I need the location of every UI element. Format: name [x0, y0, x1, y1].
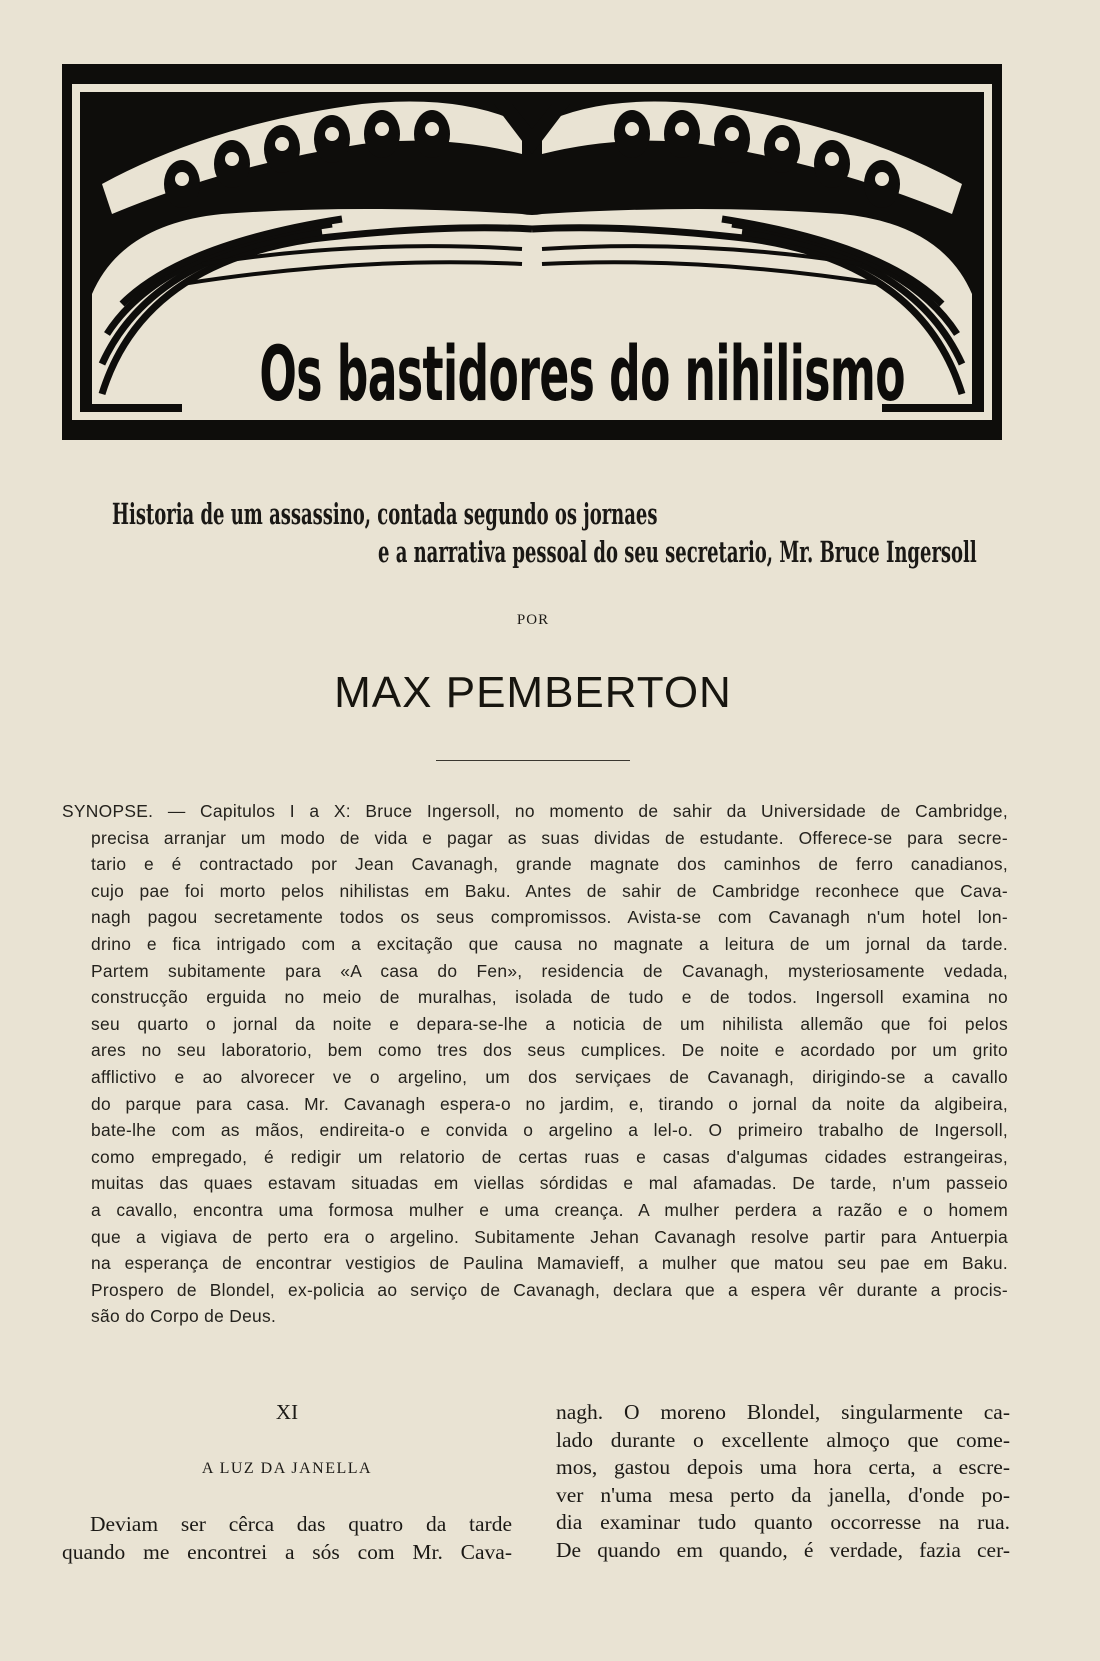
- divider-rule: [436, 760, 630, 761]
- body-line: dia examinar tudo quanto occorresse na rua.: [556, 1510, 1010, 1535]
- right-column-text: [556, 1399, 1010, 1565]
- synopsis-line: bate-lhe com as mãos, endireita-o e convida o argelino a lel-o. O primeiro trabalho de Ingersoll,: [91, 1120, 1008, 1141]
- body-line: quando me encontrei a sós com Mr. Cava-: [62, 1539, 512, 1564]
- synopsis-line: Prospero de Blondel, ex-policia ao serviço de Cavanagh, declara que a espera vêr durante a procis-: [91, 1279, 1008, 1300]
- chapter-number: XI: [275, 1400, 299, 1424]
- synopsis-line: afflictivo e ao alvorecer ve o argelino, um dos serviçaes de Cavanagh, dirigindo-se a cavallo: [91, 1066, 1008, 1087]
- left-column-text: [62, 1511, 512, 1566]
- synopsis-line: na esperança de encontrar vestigios de Paulina Mamavieff, a mulher que matou seu pae em Baku.: [91, 1253, 1008, 1274]
- subtitle-line-1: Historia de um assassino, contada segundo os jornaes: [112, 497, 658, 531]
- synopsis-line: ares no seu laboratorio, bem como tres dos seus cumplices. De noite e acordado por um grito: [91, 1040, 1008, 1061]
- synopsis-line: a cavallo, encontra uma formosa mulher e uma creança. A mulher perdera a razão e o homem: [91, 1199, 1008, 1220]
- body-line: nagh. O moreno Blondel, singularmente ca-: [556, 1400, 1010, 1424]
- synopsis-line: precisa arranjar um modo de vida e pagar as suas dividas de estudante. Offerece-se para secre-: [91, 827, 1008, 848]
- synopsis-line: do parque para casa. Mr. Cavanagh espera-o no jardim, e, tirando o jornal da noite da algibeira,: [91, 1093, 1008, 1114]
- body-line: lado durante o excellente almoço que come-: [556, 1427, 1010, 1452]
- body-line: Deviam ser cêrca das quatro da tarde: [90, 1512, 512, 1536]
- article-title: Os bastidores do nihilismo: [259, 329, 905, 418]
- synopsis-line: drino e fica intrigado com a excitação que causa no magnate a leitura de um jornal da tarde.: [91, 933, 1008, 954]
- synopsis-line: cujo pae foi morto pelos nihilistas em Baku. Antes de sahir de Cambridge reconhece que Cava-: [91, 880, 1008, 901]
- synopsis-line: como empregado, é redigir um relatorio de certas ruas e casas d'algumas cidades estrangeiras,: [91, 1146, 1008, 1167]
- chapter-title: A LUZ DA JANELLA: [201, 1460, 373, 1477]
- synopsis-line: são do Corpo de Deus.: [91, 1306, 277, 1327]
- synopsis-line: SYNOPSE. — Capitulos I a X: Bruce Ingersoll, no momento de sahir da Universidade de Cambridge,: [62, 801, 1008, 821]
- decorative-header-banner: [62, 64, 1002, 440]
- body-line: ver n'uma mesa perto da janella, d'onde po-: [556, 1482, 1010, 1507]
- subtitle-line-2: e a narrativa pessoal do seu secretario, Mr. Bruce Ingersoll: [378, 535, 977, 569]
- synopsis-line: nagh pagou secretamente todos os seus compromissos. Avista-se com Cavanagh n'um hotel lon-: [91, 907, 1008, 928]
- byline-por: POR: [516, 612, 550, 628]
- synopsis-line: seu quarto o jornal da noite e depara-se-lhe a noticia de um nihilista allemão que foi pelos: [91, 1013, 1008, 1034]
- synopsis-line: Partem subitamente para «A casa do Fen», residencia de Cavanagh, mysteriosamente vedada,: [91, 960, 1008, 981]
- body-line: De quando em quando, é verdade, fazia cer-: [556, 1537, 1010, 1562]
- synopsis-line: construcção erguida no meio de muralhas, isolada de tudo e de todos. Ingersoll examina no: [91, 987, 1008, 1008]
- synopsis: [62, 798, 1008, 1330]
- body-line: mos, gastou depois uma hora certa, a escre-: [556, 1455, 1010, 1480]
- synopsis-line: tario e é contractado por Jean Cavanagh, grande magnate dos caminhos de ferro canadianos,: [91, 854, 1008, 875]
- author-name: MAX PEMBERTON: [334, 668, 732, 717]
- synopsis-line: que a vigiava de perto era o argelino. Subitamente Jehan Cavanagh resolve partir para Antuerpia: [91, 1226, 1008, 1247]
- synopsis-line: muitas das quaes estavam situadas em viellas sórdidas e mal afamadas. De tarde, n'um passeio: [91, 1173, 1008, 1194]
